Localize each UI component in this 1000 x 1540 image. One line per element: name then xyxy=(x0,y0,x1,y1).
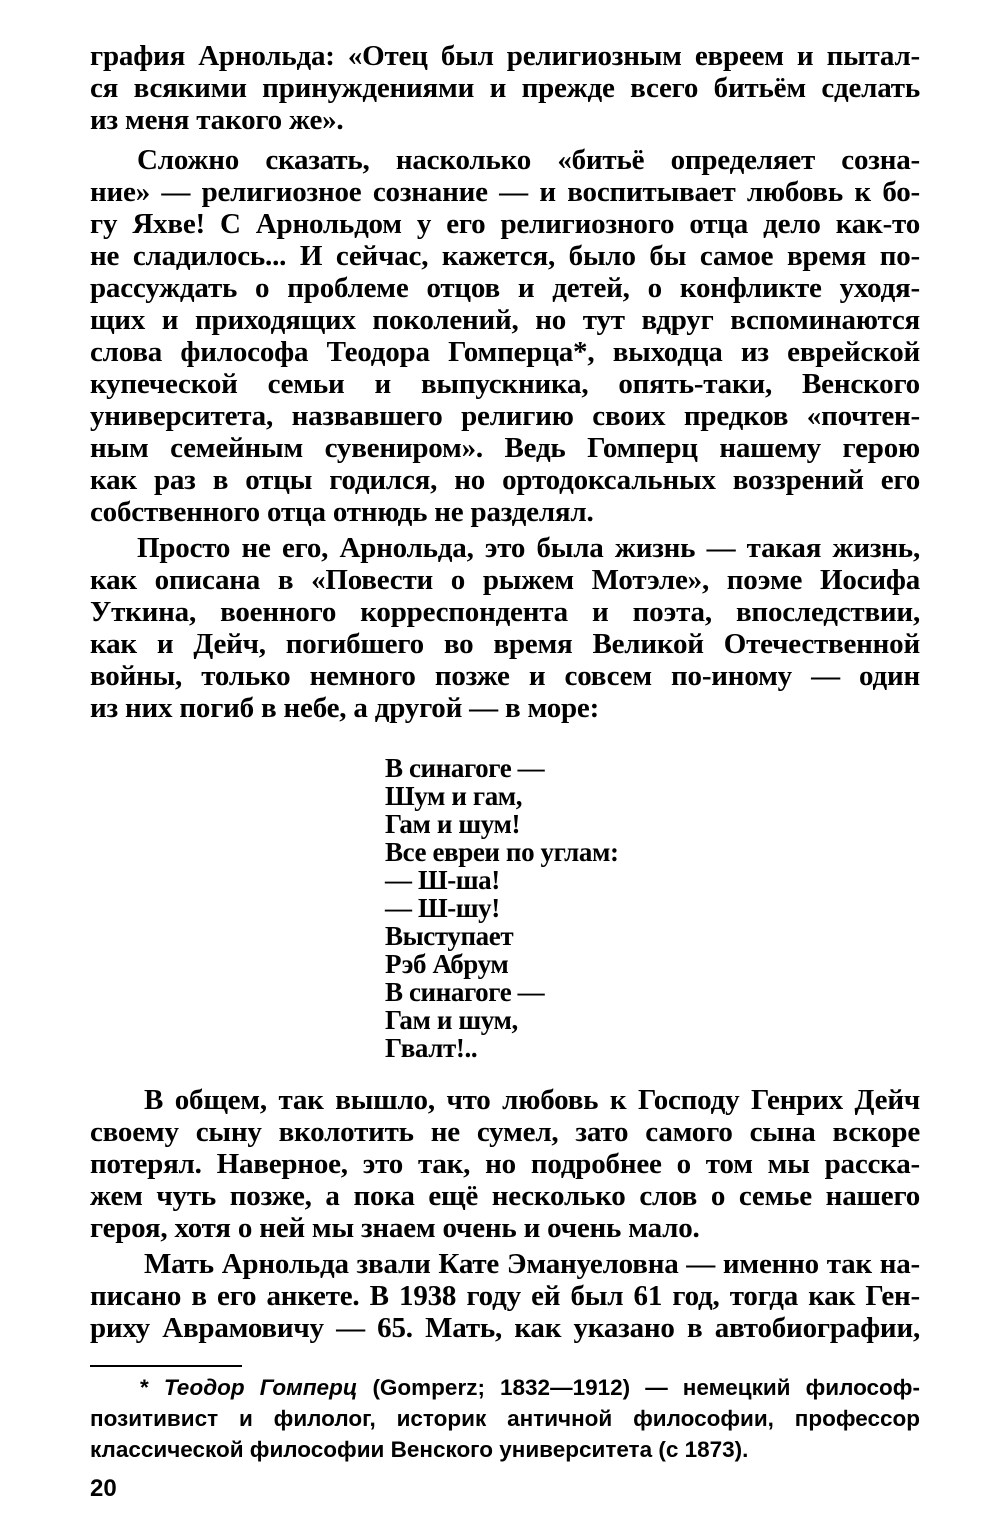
text-line: ся всякими принуждениями и прежде всего битьём сделать xyxy=(90,72,920,104)
verse-line: В синагоге — xyxy=(385,753,545,783)
text-line: писано в его анкете. В 1938 году ей был 61 год, тогда как Ген- xyxy=(90,1280,920,1312)
verse-line: Гвалт!.. xyxy=(385,1033,478,1063)
footnote-text: (Gomperz; 1832—1912) — немецкий философ- xyxy=(372,1375,920,1400)
text-line: слова философа Теодора Гомперца*, выходца из еврейской xyxy=(90,336,920,368)
text-line: не сладилось... И сейчас, кажется, было бы самое время по- xyxy=(90,240,920,272)
verse-line: Выступает xyxy=(385,921,514,951)
text-line: Просто не его, Арнольда, это была жизнь — такая жизнь, xyxy=(137,532,920,564)
verse-line: Гам и шум, xyxy=(385,1005,518,1035)
text-line: потерял. Наверное, это так, но подробнее о том мы расска- xyxy=(90,1148,920,1180)
text-line: из меня такого же». xyxy=(90,104,344,136)
text-line: ным семейным сувениром». Ведь Гомперц нашему герою xyxy=(90,432,920,464)
verse-line: — Ш-шу! xyxy=(385,893,500,923)
text-line: Сложно сказать, насколько «битьё определяет созна- xyxy=(137,144,920,176)
page-number: 20 xyxy=(90,1475,117,1502)
text-line: университета, назвавшего религию своих предков «почтен- xyxy=(90,400,920,432)
text-line: Мать Арнольда звали Кате Эмануеловна — именно так на- xyxy=(144,1248,920,1280)
text-line: Уткина, военного корреспондента и поэта, впоследствии, xyxy=(90,596,920,628)
footnote-line: классической философии Венского университета (с 1873). xyxy=(90,1437,749,1462)
text-line: гу Яхве! С Арнольдом у его религиозного отца дело как-то xyxy=(90,208,920,240)
footnote-separator xyxy=(90,1365,242,1367)
text-line: героя, хотя о ней мы знаем очень и очень мало. xyxy=(90,1212,700,1244)
verse-line: Все евреи по углам: xyxy=(385,837,619,867)
footnote-line xyxy=(140,1372,920,1403)
text-line: купеческой семьи и выпускника, опять-таки, Венского xyxy=(90,368,920,400)
text-line: своему сыну вколотить не сумел, зато самого сына вскоре xyxy=(90,1116,920,1148)
text-line: как раз в отцы годился, но ортодоксальных воззрений его xyxy=(90,464,920,496)
text-line: графия Арнольда: «Отец был религиозным евреем и пытал- xyxy=(90,40,920,72)
text-line: ние» — религиозное сознание — и воспитывает любовь к бо- xyxy=(90,176,920,208)
verse-line: В синагоге — xyxy=(385,977,545,1007)
text-line: щих и приходящих поколений, но тут вдруг вспоминаются xyxy=(90,304,920,336)
verse-line: Гам и шум! xyxy=(385,809,521,839)
footnote-name: Теодор Гомперц xyxy=(163,1375,358,1400)
text-line: как описана в «Повести о рыжем Мотэле», поэме Иосифа xyxy=(90,564,920,596)
footnote-marker: * xyxy=(140,1375,149,1400)
text-line: рассуждать о проблеме отцов и детей, о конфликте уходя- xyxy=(90,272,920,304)
text-line: войны, только немного позже и совсем по-иному — один xyxy=(90,660,920,692)
text-line: жем чуть позже, а пока ещё несколько слов о семье нашего xyxy=(90,1180,920,1212)
text-line: риху Аврамовичу — 65. Мать, как указано в автобиографии, xyxy=(90,1312,920,1344)
footnote-line: позитивист и филолог, историк античной философии, профессор xyxy=(90,1406,920,1431)
verse-line: — Ш-ша! xyxy=(385,865,500,895)
text-line: из них погиб в небе, а другой — в море: xyxy=(90,692,600,724)
verse-line: Шум и гам, xyxy=(385,781,523,811)
verse-line: Рэб Абрум xyxy=(385,949,509,979)
text-line: собственного отца отнюдь не разделял. xyxy=(90,496,594,528)
text-line: В общем, так вышло, что любовь к Господу Генрих Дейч xyxy=(144,1084,920,1116)
text-line: как и Дейч, погибшего во время Великой Отечественной xyxy=(90,628,920,660)
